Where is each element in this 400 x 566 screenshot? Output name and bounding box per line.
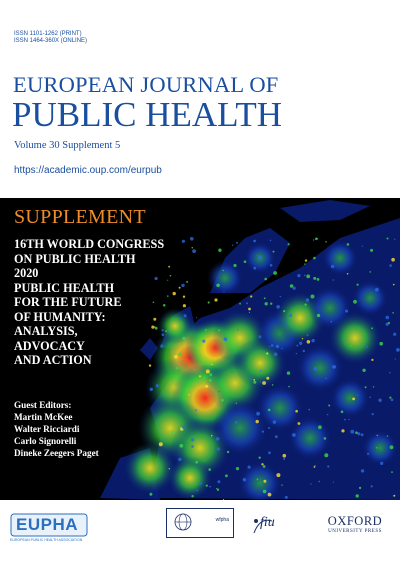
congress-line: OF HUMANITY:: [14, 309, 106, 324]
congress-line: ANALYSIS,: [14, 324, 78, 338]
journal-title-line1: EUROPEAN JOURNAL OF: [13, 72, 279, 97]
fiu-logo-text: fiu: [260, 515, 275, 530]
issn-block: [14, 31, 87, 45]
wfpha-globe-icon: [167, 509, 233, 537]
volume-info: Volume 30 Supplement 5: [14, 140, 121, 151]
europe-night-map: [0, 198, 400, 500]
congress-title: [14, 237, 199, 368]
editor-name: Walter Ricciardi: [14, 424, 80, 434]
wfpha-logo-text: wfpha: [215, 517, 229, 523]
fiu-mark-icon: [250, 515, 300, 537]
congress-line: FOR THE FUTURE: [14, 295, 122, 309]
congress-line: AND ACTION: [14, 353, 92, 367]
guest-editors: [14, 399, 99, 459]
eupha-logo: [10, 511, 88, 541]
journal-url[interactable]: https://academic.oup.com/eurpub: [14, 165, 162, 176]
journal-title-line2: PUBLIC HEALTH: [12, 95, 282, 134]
editors-heading: Guest Editors:: [14, 400, 72, 410]
congress-line: 2020: [14, 266, 39, 280]
congress-line: PUBLIC HEALTH: [14, 280, 115, 295]
wfpha-logo: [166, 508, 234, 538]
oxford-logo-line1: OXFORD: [327, 514, 383, 528]
oxford-logo-line2: UNIVERSITY PRESS: [328, 529, 382, 534]
issn-online: ISSN 1464-360X (ONLINE): [14, 38, 88, 44]
fiu-logo: [250, 515, 300, 537]
editor-name: Carlo Signorelli: [14, 436, 77, 446]
publisher-logos: [0, 500, 400, 566]
congress-line: 16TH WORLD CONGRESS: [14, 237, 165, 251]
supplement-label: SUPPLEMENT: [14, 206, 146, 228]
congress-line: ADVOCACY: [14, 338, 85, 353]
eupha-subtitle: EUROPEAN PUBLIC HEALTH ASSOCIATION: [10, 538, 83, 542]
issn-print: ISSN 1101-1262 (PRINT): [14, 31, 82, 37]
congress-line: ON PUBLIC HEALTH: [14, 251, 136, 266]
editor-name: Dineke Zeegers Paget: [14, 448, 99, 458]
eupha-logo-text: EUPHA: [16, 515, 79, 534]
oxford-logo: [320, 514, 390, 534]
editor-name: Martin McKee: [14, 412, 73, 422]
